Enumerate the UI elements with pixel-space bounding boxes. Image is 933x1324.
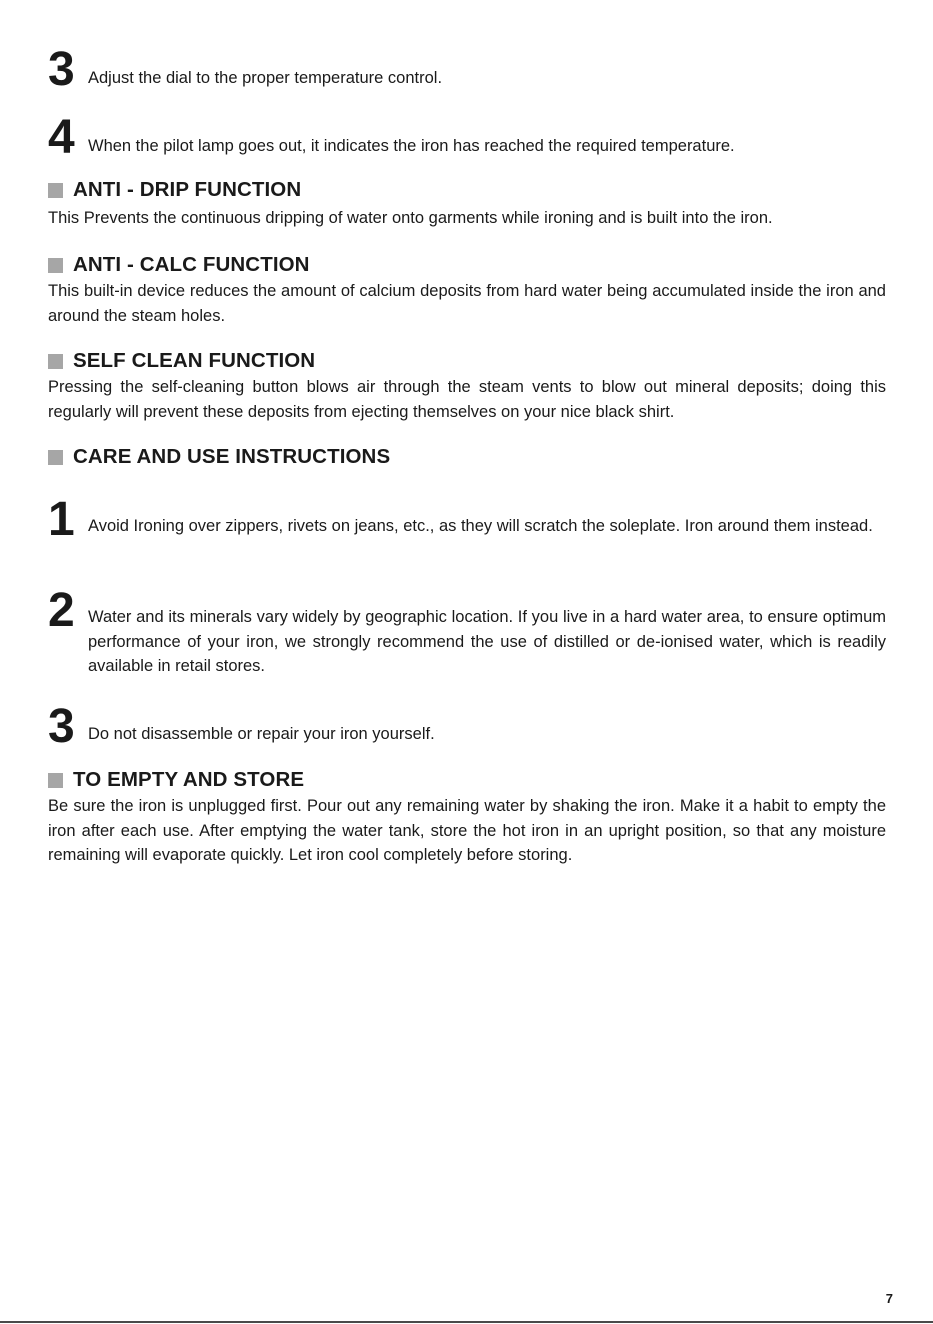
- section-heading-anti-drip: [48, 177, 301, 203]
- step-number: 3: [48, 700, 75, 753]
- heading-square-icon: [48, 354, 63, 369]
- heading-text: TO EMPTY AND STORE: [73, 768, 305, 791]
- heading-text: ANTI - CALC FUNCTION: [73, 253, 310, 276]
- anti-calc-paragraph: This built-in device reduces the amount of calcium deposits from hard water being accumulated inside the iron and around the steam holes.: [48, 282, 886, 325]
- section-heading-self-clean: [48, 348, 315, 374]
- heading-square-icon: [48, 450, 63, 465]
- step-number: 4: [48, 111, 75, 164]
- anti-drip-paragraph: This Prevents the continuous dripping of water onto garments while ironing and is built into the iron.: [48, 209, 773, 227]
- step-item: [48, 111, 886, 164]
- self-clean-paragraph: Pressing the self-cleaning button blows air through the steam vents to blow out mineral deposits; doing this regularly will prevent these deposits from ejecting themselves on your nice black shirt.: [48, 378, 886, 421]
- empty-store-paragraph: Be sure the iron is unplugged first. Pour out any remaining water by shaking the iron. Make it a habit to empty the iron after each use. After emptying the water tank, store the hot iron in an upright position, so that any moisture remaining will evaporate quickly. Let iron cool completely before storing.: [48, 797, 886, 864]
- step-text: Water and its minerals vary widely by geographic location. If you live in a hard water area, to ensure optimum performance of your iron, we strongly recommend the use of distilled or de-ionised water, which is readily available in retail stores.: [88, 608, 886, 675]
- step-number: 1: [48, 493, 75, 546]
- bottom-divider: [0, 1321, 933, 1323]
- step-text: Adjust the dial to the proper temperature control.: [88, 69, 443, 87]
- section-heading-empty-and-store: [48, 767, 304, 793]
- step-number: 2: [48, 584, 75, 637]
- section-heading-anti-calc: [48, 252, 310, 278]
- step-text: When the pilot lamp goes out, it indicates the iron has reached the required temperature.: [88, 137, 735, 155]
- step-text: Avoid Ironing over zippers, rivets on jeans, etc., as they will scratch the soleplate. Iron around them instead.: [88, 517, 873, 535]
- step-item: [48, 700, 886, 753]
- step-item: [48, 584, 886, 682]
- step-item: [48, 43, 886, 96]
- heading-square-icon: [48, 258, 63, 273]
- section-heading-care-and-use: [48, 444, 390, 470]
- heading-text: SELF CLEAN FUNCTION: [73, 349, 316, 372]
- heading-text: ANTI - DRIP FUNCTION: [73, 178, 302, 201]
- heading-square-icon: [48, 183, 63, 198]
- step-text: Do not disassemble or repair your iron yourself.: [88, 725, 435, 743]
- page-number: 7: [885, 1291, 893, 1306]
- heading-square-icon: [48, 773, 63, 788]
- step-item: [48, 493, 886, 566]
- heading-text: CARE AND USE INSTRUCTIONS: [73, 445, 391, 468]
- step-number: 3: [48, 43, 75, 96]
